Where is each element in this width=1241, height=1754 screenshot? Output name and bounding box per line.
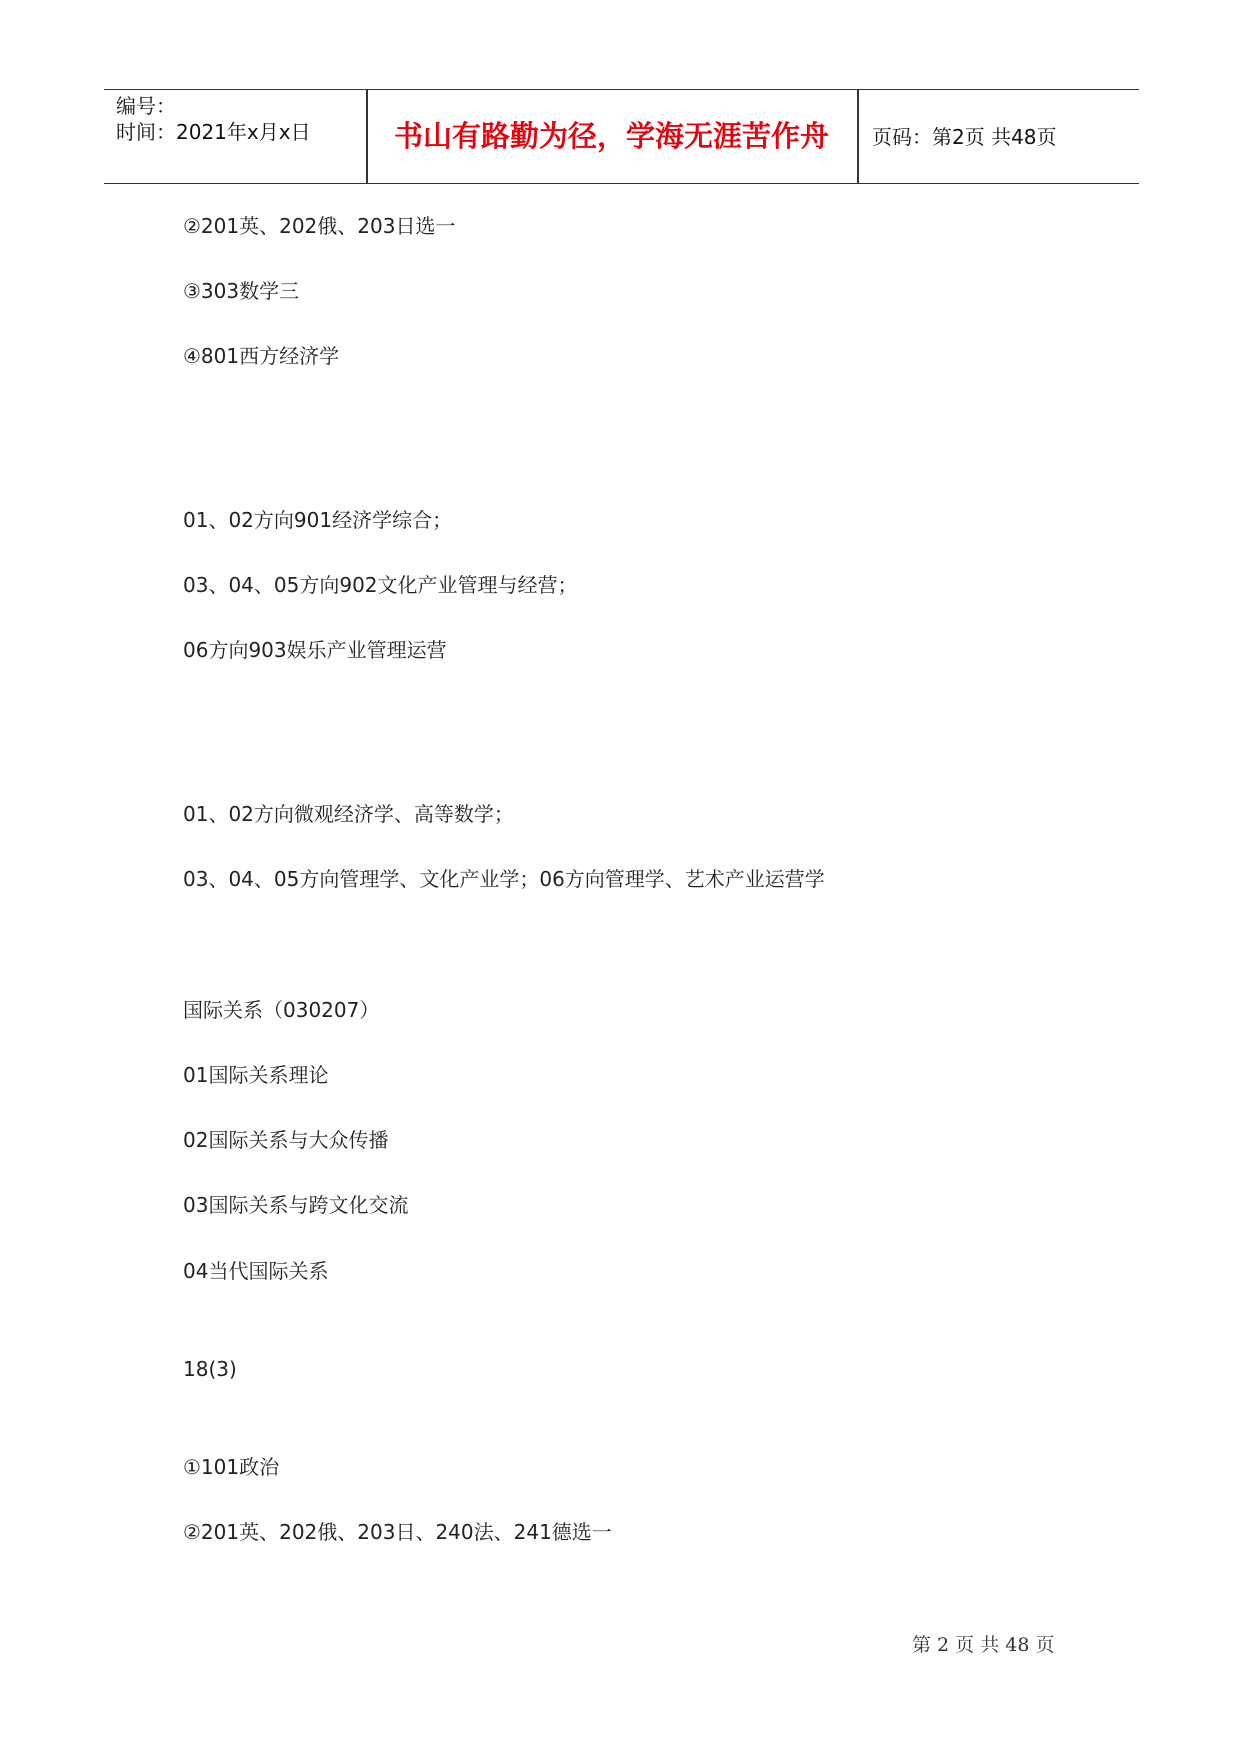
content-line: 03国际关系与跨文化交流: [183, 1193, 409, 1217]
content-line: ②201英、202俄、203日选一: [183, 214, 456, 238]
content-line: 04当代国际关系: [183, 1259, 329, 1283]
content-line: 03、04、05方向902文化产业管理与经营；: [183, 573, 578, 597]
page-header: [104, 89, 1139, 184]
content-line: ④801西方经济学: [183, 344, 340, 368]
page-footer: 第 2 页 共 48 页: [912, 1634, 1055, 1656]
content-line: 01、02方向901经济学综合；: [183, 508, 453, 532]
content-line: 01、02方向微观经济学、高等数学；: [183, 802, 514, 826]
content-line: ①101政治: [183, 1455, 280, 1479]
content-line: 18(3): [183, 1357, 237, 1381]
content-line: ③303数学三: [183, 279, 300, 303]
content-line: 国际关系（030207）: [183, 998, 380, 1022]
header-page-info: 页码：第2页 共48页: [872, 125, 1057, 149]
content-line: 01国际关系理论: [183, 1063, 329, 1087]
header-number-label: 编号：: [116, 94, 176, 118]
header-divider: [857, 90, 859, 183]
content-line: 03、04、05方向管理学、文化产业学；06方向管理学、艺术产业运营学: [183, 867, 825, 891]
content-line: ②201英、202俄、203日、240法、241德选一: [183, 1520, 612, 1544]
content-line: 06方向903娱乐产业管理运营: [183, 638, 447, 662]
content-line: 02国际关系与大众传播: [183, 1128, 389, 1152]
header-motto: 书山有路勤为径，学海无涯苦作舟: [393, 119, 829, 153]
header-time: 时间：2021年x月x日: [116, 120, 311, 144]
